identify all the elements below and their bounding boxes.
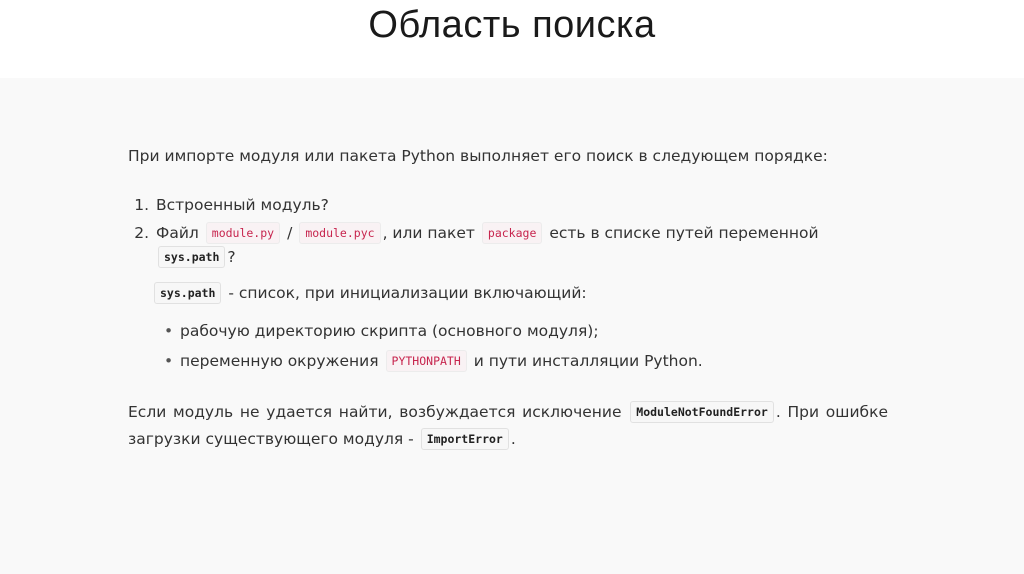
- step2-middle: , или пакет: [382, 224, 475, 242]
- code-pythonpath: PYTHONPATH: [386, 350, 467, 372]
- step2-end: ?: [227, 248, 236, 266]
- code-import-error: ImportError: [421, 428, 509, 450]
- syspath-items-list: [128, 319, 888, 373]
- code-module-not-found-error: ModuleNotFoundError: [630, 401, 774, 423]
- slide-body: [128, 145, 888, 453]
- code-package: package: [482, 222, 542, 244]
- dir-item2-suffix: и пути инсталляции Python.: [473, 352, 703, 370]
- code-sys-path: sys.path: [158, 246, 225, 268]
- list-item-workdir: [180, 319, 888, 343]
- slash: /: [287, 224, 293, 242]
- list-item-env: [180, 349, 888, 373]
- step2-prefix: Файл: [156, 224, 199, 242]
- syspath-description: [152, 281, 888, 305]
- step2-suffix: есть в списке путей переменной: [549, 224, 819, 242]
- slide-title: Область поиска: [368, 4, 656, 46]
- search-order-list: [128, 193, 888, 269]
- dir-item1-text: рабочую директорию скрипта (основного модуля);: [180, 322, 599, 340]
- code-module-py: module.py: [206, 222, 280, 244]
- syspath-text: - список, при инициализации включающий:: [228, 284, 587, 302]
- closing-middle: . При ошибке загрузки существующего модуля -: [128, 403, 889, 448]
- list-item-builtin: [154, 193, 888, 217]
- closing-end: .: [510, 430, 516, 448]
- closing-prefix: Если модуль не удается найти, возбуждается исключение: [128, 403, 622, 421]
- intro-paragraph: При импорте модуля или пакета Python выполняет его поиск в следующем порядке:: [128, 147, 828, 165]
- closing-paragraph: [128, 399, 888, 453]
- list-item-file: [154, 221, 888, 269]
- step1-text: Встроенный модуль?: [156, 196, 329, 214]
- code-module-pyc: module.pyc: [299, 222, 380, 244]
- dir-item2-prefix: переменную окружения: [180, 352, 379, 370]
- code-sys-path-2: sys.path: [154, 282, 221, 304]
